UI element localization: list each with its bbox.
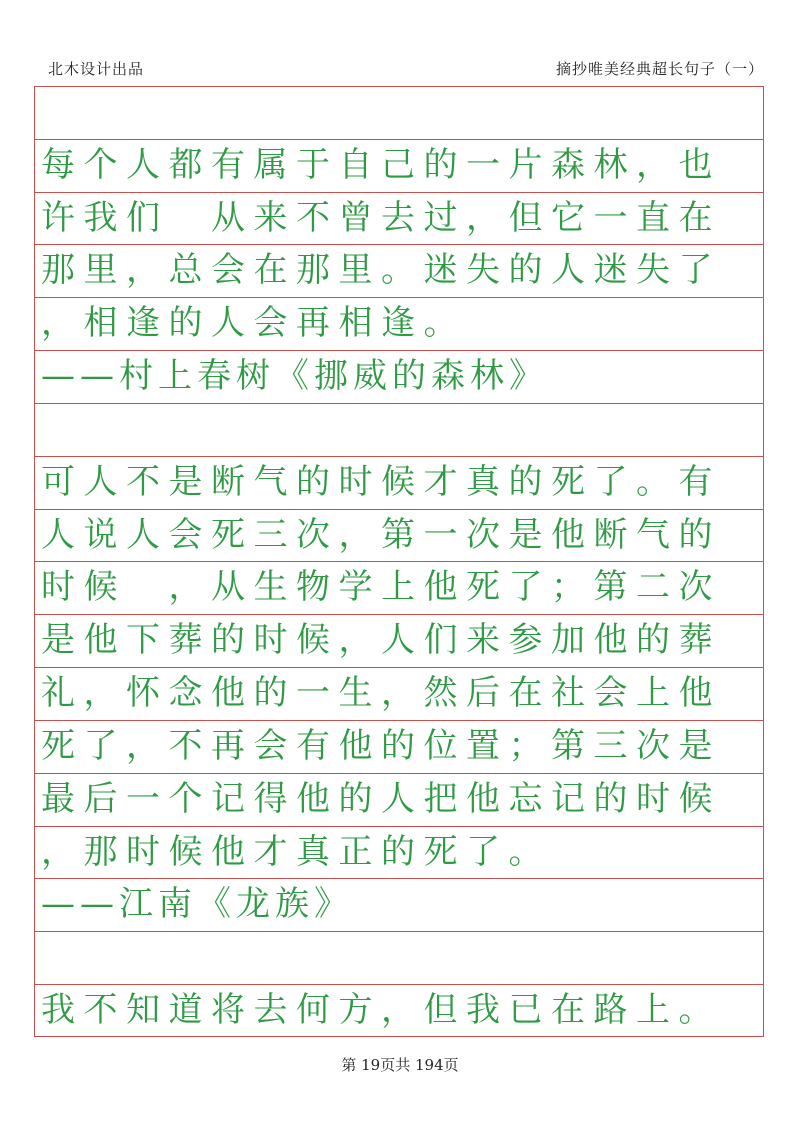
page-number: 第 19页共 194页 [341, 1056, 459, 1074]
ruled-line-1 [35, 86, 763, 139]
ruled-line-5: ，相逢的人会再相逢。 [35, 297, 763, 350]
ruled-line-14: 最后一个记得他的人把他忘记的时候 [35, 773, 763, 826]
ruled-line-12: 礼，怀念他的一生，然后在社会上他 [35, 667, 763, 720]
ruled-line-15: ，那时候他才真正的死了。 [35, 826, 763, 879]
ruled-line-2: 每个人都有属于自己的一片森林，也 [35, 139, 763, 192]
ruled-line-3: 许我们 从来不曾去过，但它一直在 [35, 192, 763, 245]
ruled-line-11: 是他下葬的时候，人们来参加他的葬 [35, 614, 763, 667]
ruled-line-8: 可人不是断气的时候才真的死了。有 [35, 456, 763, 509]
ruled-line-10: 时候 ，从生物学上他死了；第二次 [35, 561, 763, 614]
publisher-label: 北木设计出品 [48, 60, 145, 78]
document-title: 摘抄唯美经典超长句子（一） [555, 60, 764, 78]
quote-attribution-1: ——村上春树《挪威的森林》 [35, 350, 763, 403]
ruled-writing-sheet [34, 86, 764, 1037]
ruled-line-9: 人说人会死三次，第一次是他断气的 [35, 509, 763, 562]
ruled-line-13: 死了，不再会有他的位置；第三次是 [35, 720, 763, 773]
ruled-line-17 [35, 931, 763, 984]
ruled-line-18: 我不知道将去何方，但我已在路上。 [35, 984, 763, 1037]
quote-attribution-2: ——江南《龙族》 [35, 878, 763, 931]
ruled-line-4: 那里，总会在那里。迷失的人迷失了 [35, 244, 763, 297]
ruled-line-7 [35, 403, 763, 456]
